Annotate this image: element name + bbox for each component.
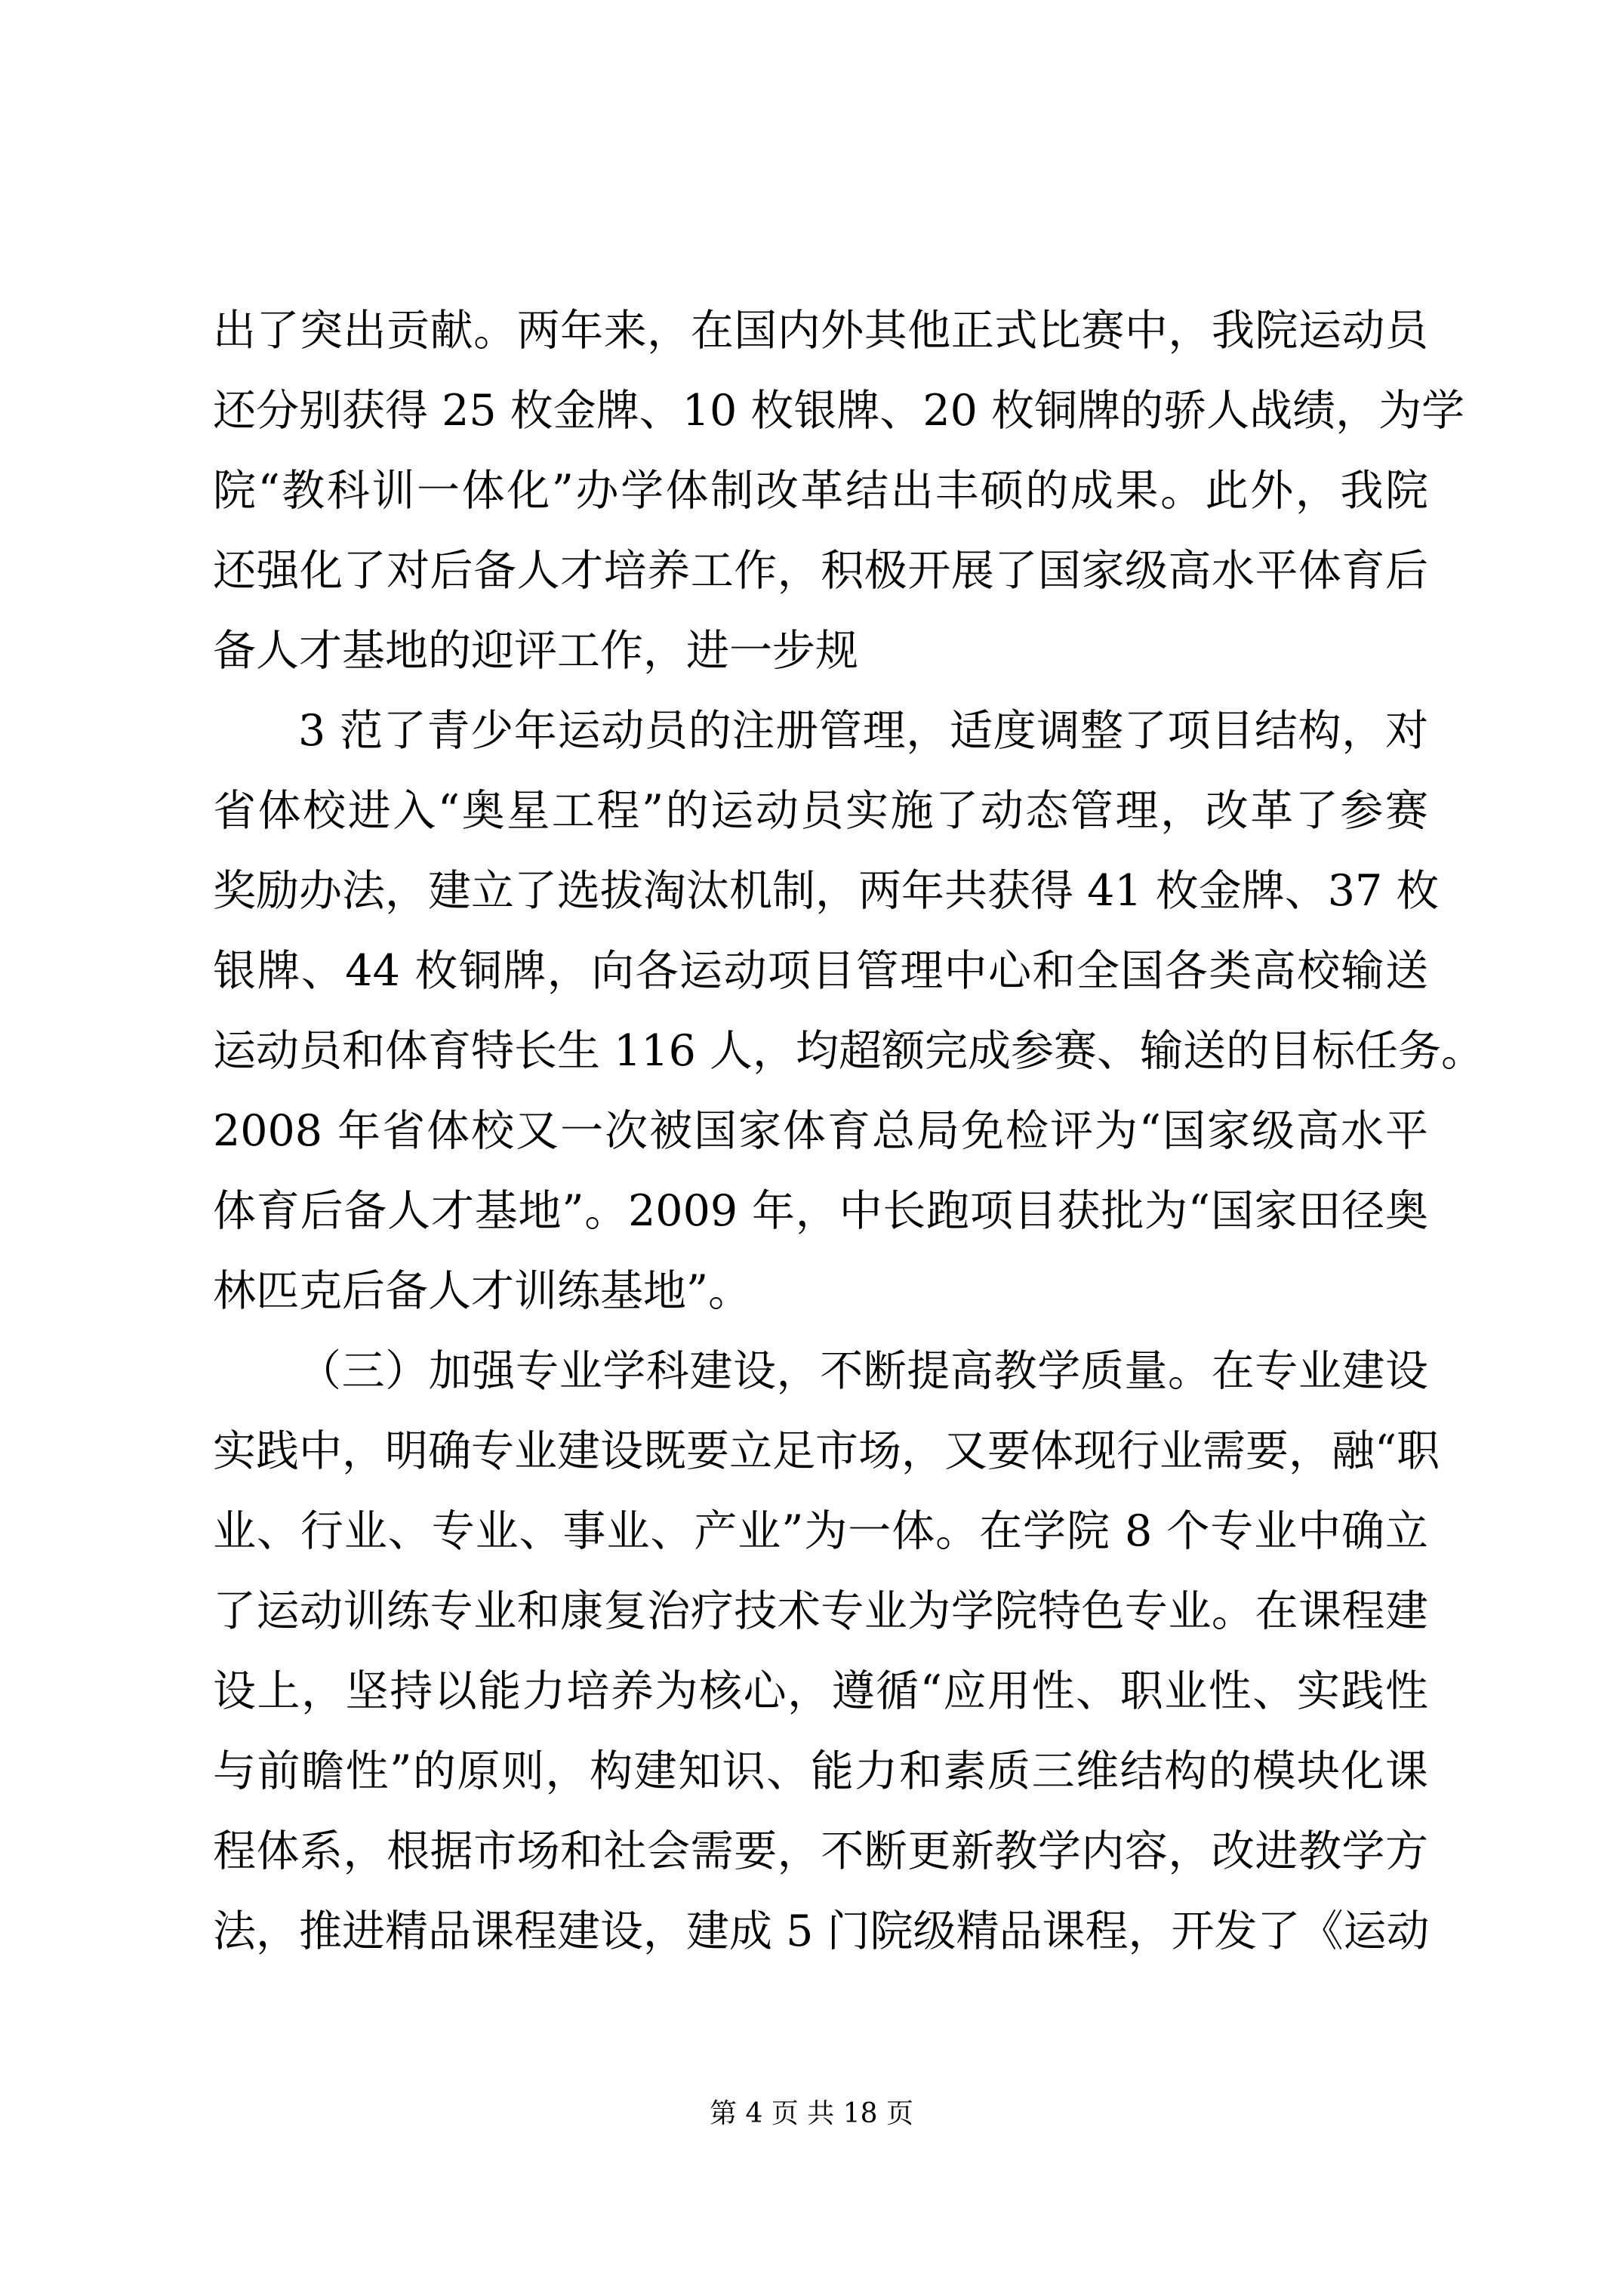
text-line: 体育后备人才基地”。2009 年，中长跑项目获批为“国家田径奥 bbox=[213, 1186, 1428, 1236]
text-line: 省体校进入“奥星工程”的运动员实施了动态管理，改革了参赛 bbox=[213, 786, 1428, 836]
text-line: 林匹克后备人才训练基地”。 bbox=[213, 1266, 752, 1316]
text-line: （三）加强专业学科建设，不断提高教学质量。在专业建设 bbox=[298, 1346, 1428, 1396]
text-line: 3 范了青少年运动员的注册管理，适度调整了项目结构，对 bbox=[298, 706, 1428, 756]
body-text bbox=[213, 291, 1485, 1971]
text-line: 还分别获得 25 枚金牌、10 枚银牌、20 枚铜牌的骄人战绩，为学 bbox=[213, 386, 1465, 436]
text-line: 设上，坚持以能力培养为核心，遵循“应用性、职业性、实践性 bbox=[213, 1666, 1428, 1716]
text-line: 与前瞻性”的原则，构建知识、能力和素质三维结构的模块化课 bbox=[213, 1746, 1428, 1796]
page-number-footer: 第 4 页 共 18 页 bbox=[710, 2098, 913, 2129]
text-line: 运动员和体育特长生 116 人，均超额完成参赛、输送的目标任务。 bbox=[213, 1026, 1485, 1076]
text-line: 了运动训练专业和康复治疗技术专业为学院特色专业。在课程建 bbox=[213, 1586, 1428, 1636]
text-line: 出了突出贡献。两年来，在国内外其他正式比赛中，我院运动员 bbox=[213, 306, 1428, 356]
text-line: 实践中，明确专业建设既要立足市场，又要体现行业需要，融“职 bbox=[213, 1426, 1440, 1476]
text-line: 2008 年省体校又一次被国家体育总局免检评为“国家级高水平 bbox=[213, 1106, 1428, 1156]
text-line: 还强化了对后备人才培养工作，积极开展了国家级高水平体育后 bbox=[213, 546, 1428, 596]
text-line: 业、行业、专业、事业、产业”为一体。在学院 8 个专业中确立 bbox=[213, 1506, 1428, 1556]
text-line: 备人才基地的迎评工作，进一步规 bbox=[213, 626, 858, 676]
text-line: 银牌、44 枚铜牌，向各运动项目管理中心和全国各类高校输送 bbox=[213, 946, 1428, 996]
text-line: 奖励办法，建立了选拔淘汰机制，两年共获得 41 枚金牌、37 枚 bbox=[213, 866, 1440, 916]
text-line: 院“教科训一体化”办学体制改革结出丰硕的成果。此外，我院 bbox=[213, 466, 1428, 516]
text-line: 程体系，根据市场和社会需要，不断更新教学内容，改进教学方 bbox=[213, 1826, 1428, 1876]
text-line: 法，推进精品课程建设，建成 5 门院级精品课程，开发了《运动 bbox=[213, 1906, 1430, 1956]
